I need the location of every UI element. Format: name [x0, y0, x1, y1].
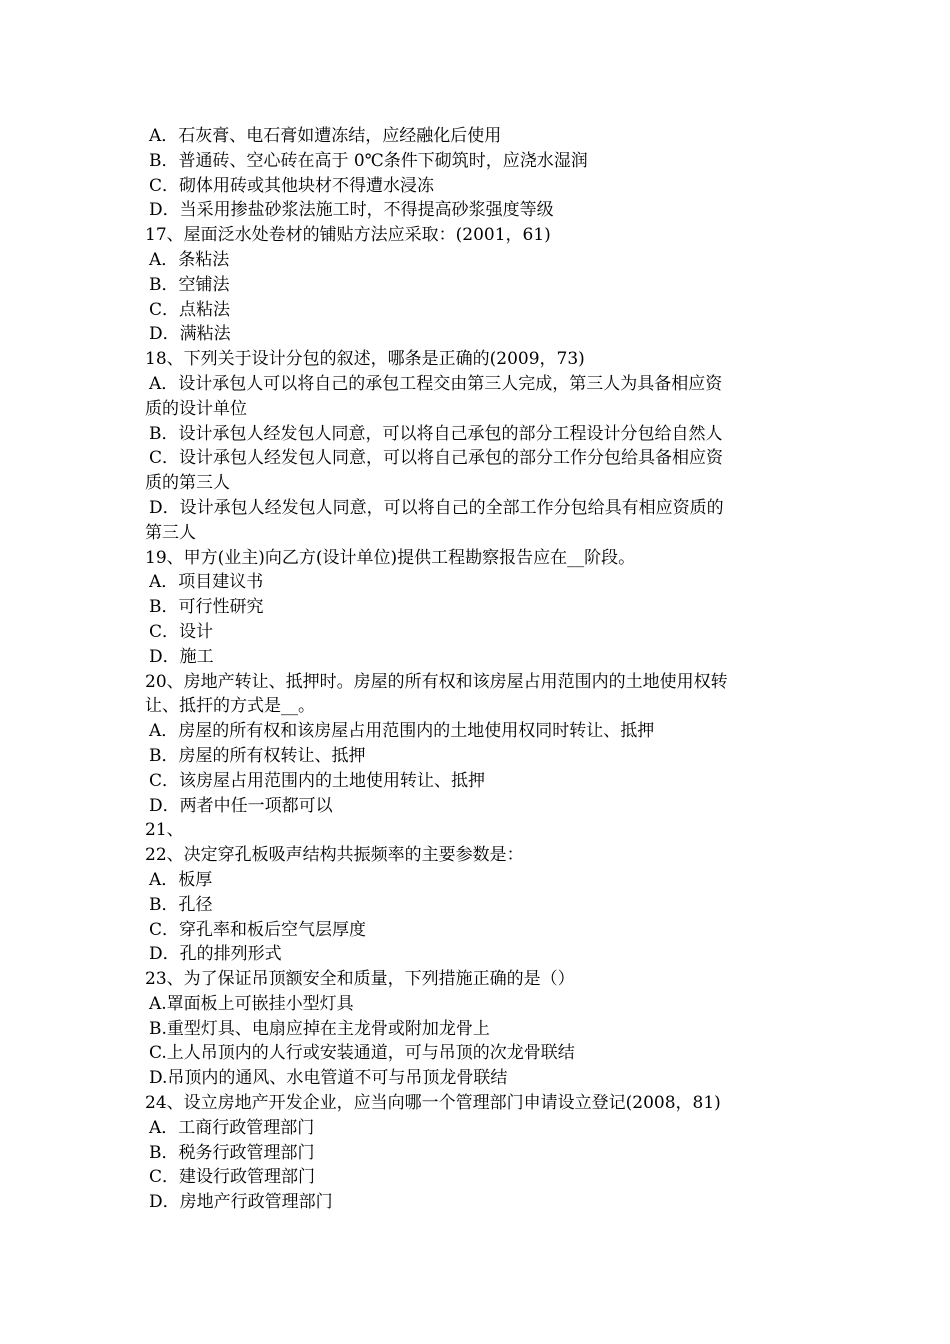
option-line: A．工商行政管理部门 — [149, 1117, 315, 1138]
option-line: A．项目建议书 — [149, 572, 264, 593]
continuation-line: 质的设计单位 — [145, 398, 247, 419]
option-line: B．设计承包人经发包人同意，可以将自己承包的部分工程设计分包给自然人 — [149, 423, 723, 444]
option-line: C．穿孔率和板后空气层厚度 — [149, 919, 367, 940]
option-line: B.重型灯具、电扇应掉在主龙骨或附加龙骨上 — [149, 1018, 490, 1039]
option-line: B．可行性研究 — [149, 597, 264, 618]
question-line: 20、房地产转让、抵押时。房屋的所有权和该房屋占用范围内的土地使用权转 — [145, 671, 728, 692]
continuation-line: 第三人 — [145, 522, 196, 543]
option-line: B．空铺法 — [149, 274, 230, 295]
option-line: B．孔径 — [149, 894, 213, 915]
option-line: C．点粘法 — [149, 299, 231, 320]
option-line: D．满粘法 — [149, 324, 231, 345]
question-line: 18、下列关于设计分包的叙述，哪条是正确的(2009，73) — [145, 349, 585, 370]
option-line: A．条粘法 — [149, 249, 230, 270]
option-line: A．板厚 — [149, 869, 213, 890]
question-line: 24、设立房地产开发企业，应当向哪一个管理部门申请设立登记(2008，81) — [145, 1093, 721, 1114]
question-line: 17、屋面泛水处卷材的铺贴方法应采取：(2001，61) — [145, 225, 551, 246]
option-line: B．普通砖、空心砖在高于 0℃条件下砌筑时，应浇水湿润 — [149, 150, 588, 171]
option-line: A．设计承包人可以将自己的承包工程交由第三人完成，第三人为具备相应资 — [149, 373, 723, 394]
option-line: A．石灰膏、电石膏如遭冻结，应经融化后使用 — [149, 126, 502, 146]
option-line: C．设计 — [149, 621, 214, 642]
option-line: C．建设行政管理部门 — [149, 1167, 316, 1188]
document-page — [145, 124, 810, 1215]
option-line: C.上人吊顶内的人行或安装通道，可与吊顶的次龙骨联结 — [149, 1043, 575, 1064]
question-line: 21、 — [145, 820, 184, 841]
option-line: D.吊顶内的通风、水电管道不可与吊顶龙骨联结 — [149, 1068, 508, 1089]
question-line: 19、甲方(业主)向乙方(设计单位)提供工程勘察报告应在__阶段。 — [145, 547, 636, 568]
continuation-line: 让、抵扞的方式是__。 — [145, 696, 315, 717]
option-line: D．孔的排列形式 — [149, 944, 282, 965]
option-line: D．房地产行政管理部门 — [149, 1192, 333, 1213]
continuation-line: 质的第三人 — [145, 473, 230, 494]
option-line: A.罩面板上可嵌挂小型灯具 — [149, 993, 354, 1014]
option-line: D．当采用掺盐砂浆法施工时，不得提高砂浆强度等级 — [149, 200, 554, 221]
option-line: C．该房屋占用范围内的土地使用转让、抵押 — [149, 770, 486, 791]
question-line: 22、决定穿孔板吸声结构共振频率的主要参数是： — [145, 845, 524, 866]
option-line: C．砌体用砖或其他块材不得遭水浸冻 — [149, 175, 435, 196]
option-line: B．房屋的所有权转让、抵押 — [149, 745, 366, 766]
option-line: D．两者中任一项都可以 — [149, 795, 333, 816]
option-line: D．设计承包人经发包人同意，可以将自己的全部工作分包给具有相应资质的 — [149, 497, 724, 518]
option-line: B．税务行政管理部门 — [149, 1142, 315, 1163]
option-line: C．设计承包人经发包人同意，可以将自己承包的部分工作分包给具备相应资 — [149, 448, 724, 469]
option-line: A．房屋的所有权和该房屋占用范围内的土地使用权同时转让、抵押 — [149, 721, 655, 742]
question-line: 23、为了保证吊顶额安全和质量，下列措施正确的是（） — [145, 969, 575, 990]
option-line: D．施工 — [149, 646, 214, 667]
